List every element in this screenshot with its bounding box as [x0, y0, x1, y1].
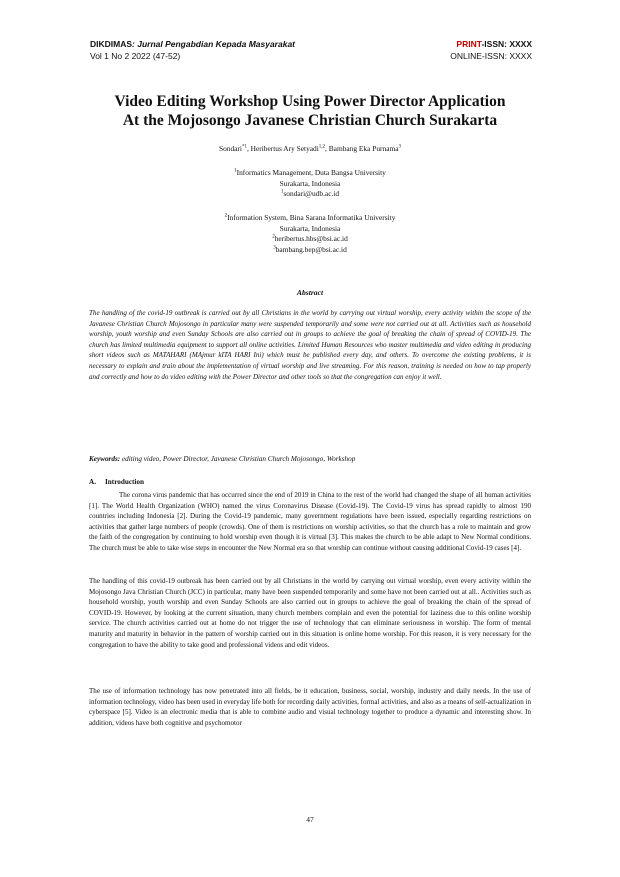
abstract-heading: Abstract [296, 288, 324, 297]
issn-header [450, 38, 532, 62]
print-label: PRINT [456, 39, 482, 49]
paper-title [70, 92, 550, 130]
journal-volume: Vol 1 No 2 2022 (47-52) [90, 51, 181, 61]
paragraph-3: The use of information technology has now penetrated into all fields, be it education, business, social, worship, industry and daily needs. In the use of information technology, video has been used in everyday life both for recording daily activities, formal activities, and also as a means of self-actualization in cyberspace [5]. Video is an electronic media that is able to combine audio and visual technology together to produce a dynamic and interesting show. In addition, videos have both cognitive and psychomotor [89, 687, 531, 727]
journal-title-line [90, 38, 295, 50]
affiliation-1 [70, 168, 550, 200]
author-2: , Heribertus Ary Setyadi [246, 144, 319, 153]
journal-name: : Jurnal Pengabdian Kepada Masyarakat [132, 39, 296, 49]
affiliation-1-name: Informatics Management, Duta Bangsa University [236, 168, 386, 177]
affiliation-2 [70, 213, 550, 255]
affiliation-2-email-2[interactable]: bambang.bep@bsi.ac.id [275, 244, 347, 254]
journal-header [90, 38, 295, 62]
print-issn-line [450, 38, 532, 50]
affiliation-2-name: Information System, Bina Sarana Informatika University [227, 213, 396, 222]
author-1: Sondari [218, 144, 242, 153]
affiliation-1-sup: 1 [234, 168, 237, 174]
journal-abbr: DIKDIMAS [90, 39, 133, 49]
author-3-sup: 3 [398, 144, 402, 150]
section-heading [89, 478, 144, 486]
title-line-2: At the Mojosongo Javanese Christian Church Surakarta [122, 112, 498, 129]
author-1-sup: *1 [241, 144, 247, 150]
affiliation-1-email[interactable]: sondari@udb.ac.id [283, 189, 340, 198]
affiliation-2-email-1[interactable]: heribertus.hbs@bsi.ac.id [274, 234, 348, 243]
section-title: Introduction [105, 478, 145, 486]
paragraph-1: The corona virus pandemic that has occurred since the end of 2019 in China to the rest of the world had changed the shape of all human activities [1]. The World Health Organization (WHO) named the virus Coronavirus Disease (Covid-19). The Covid-19 virus has spread rapidly to almost 190 countries including Indonesia [2]. During the Covid-19 pandemic, many government regulations have been issued, especially regarding restrictions on activities that gather large numbers of people (crowds). One of them is restrictions on worship activities, so that the church has a role to maintain and grow the faith of the congregation by continuing to hold worship even though it is virtual [3]. This makes the church to be able adapt to New Normal conditions. The church must be able to take wise steps in encounter the New Normal era so that worship can continue without causing additional Covid-19 cases [4]. [89, 491, 531, 552]
online-issn: ONLINE-ISSN: XXXX [450, 51, 532, 61]
abstract-text: The handling of the covid-19 outbreak is carried out by all Christians in the world by carrying out virtual worship, every activity within the scope of the Javanese Christian Church Mojosongo in particular many were suspended temporarily and some were not carried out at all. Activities such as household worship, youth worship and even Sunday Schools are also carried out in groups to achieve the goal of breaking the chain of spread of COVID-19. The church has limited multimedia equipment to support all online activities. Limited Human Resources who master multimedia and video editing in producing short videos such as MATAHARI (MAjmur kITA HARI Ini) which must be published every day, and others. To overcome the existing problems, it is necessary to explain and train about the implementation of virtual worship and live streaming. For this reason, training is needed on how to tap properly and correctly and how to do video editing with the Power Director and other tools so that the congregation can enjoy it well. [89, 309, 531, 381]
author-3: , Bambang Eka Purnama [325, 144, 399, 153]
title-line-1: Video Editing Workshop Using Power Director Application [114, 93, 506, 110]
author-2-sup: 1,2 [318, 144, 326, 150]
section-number: A. [89, 478, 96, 486]
affiliation-1-city: Surakarta, Indonesia [279, 178, 341, 188]
paragraph-2: The handling of this covid-19 outbreak has been carried out by all Christians in the world by carrying out virtual worship, even every activity within the Mojosongo Java Christian Church (JCC) in particular, many have been suspended temporarily and some have not been carried out at all.. Activities such as household worship, youth worship and even Sunday Schools are also carried out in groups to achieve the goal of breaking the chain of the spread of COVID-19. However, by looking at the current situation, many church members complain and even the potential for laziness due to this online worship service. The church activities carried out at home do not trigger the use of technology that can eliminate seriousness in worship. The form of mental maturity and maturity in behavior in the pattern of worship carried out in this situation is online home worship. For this reason, it is very necessary for the congregation to have the ability to take good and professional videos and edit videos. [89, 577, 531, 649]
affiliation-1-email-sup: 1 [280, 189, 284, 195]
affiliation-2-email2-sup: 3 [273, 245, 276, 251]
page-number: 47 [306, 815, 314, 824]
print-issn: -ISSN: XXXX [481, 39, 532, 49]
affiliation-2-sup: 2 [224, 213, 228, 219]
affiliation-2-email1-sup: 2 [272, 234, 275, 240]
affiliation-2-city: Surakarta, Indonesia [279, 223, 341, 233]
keywords-text: editing video, Power Director, Javanese Christian Church Mojosongo, Workshop [120, 455, 356, 463]
keywords [89, 455, 531, 463]
author-list [70, 144, 550, 153]
keywords-label: Keywords: [89, 455, 121, 463]
